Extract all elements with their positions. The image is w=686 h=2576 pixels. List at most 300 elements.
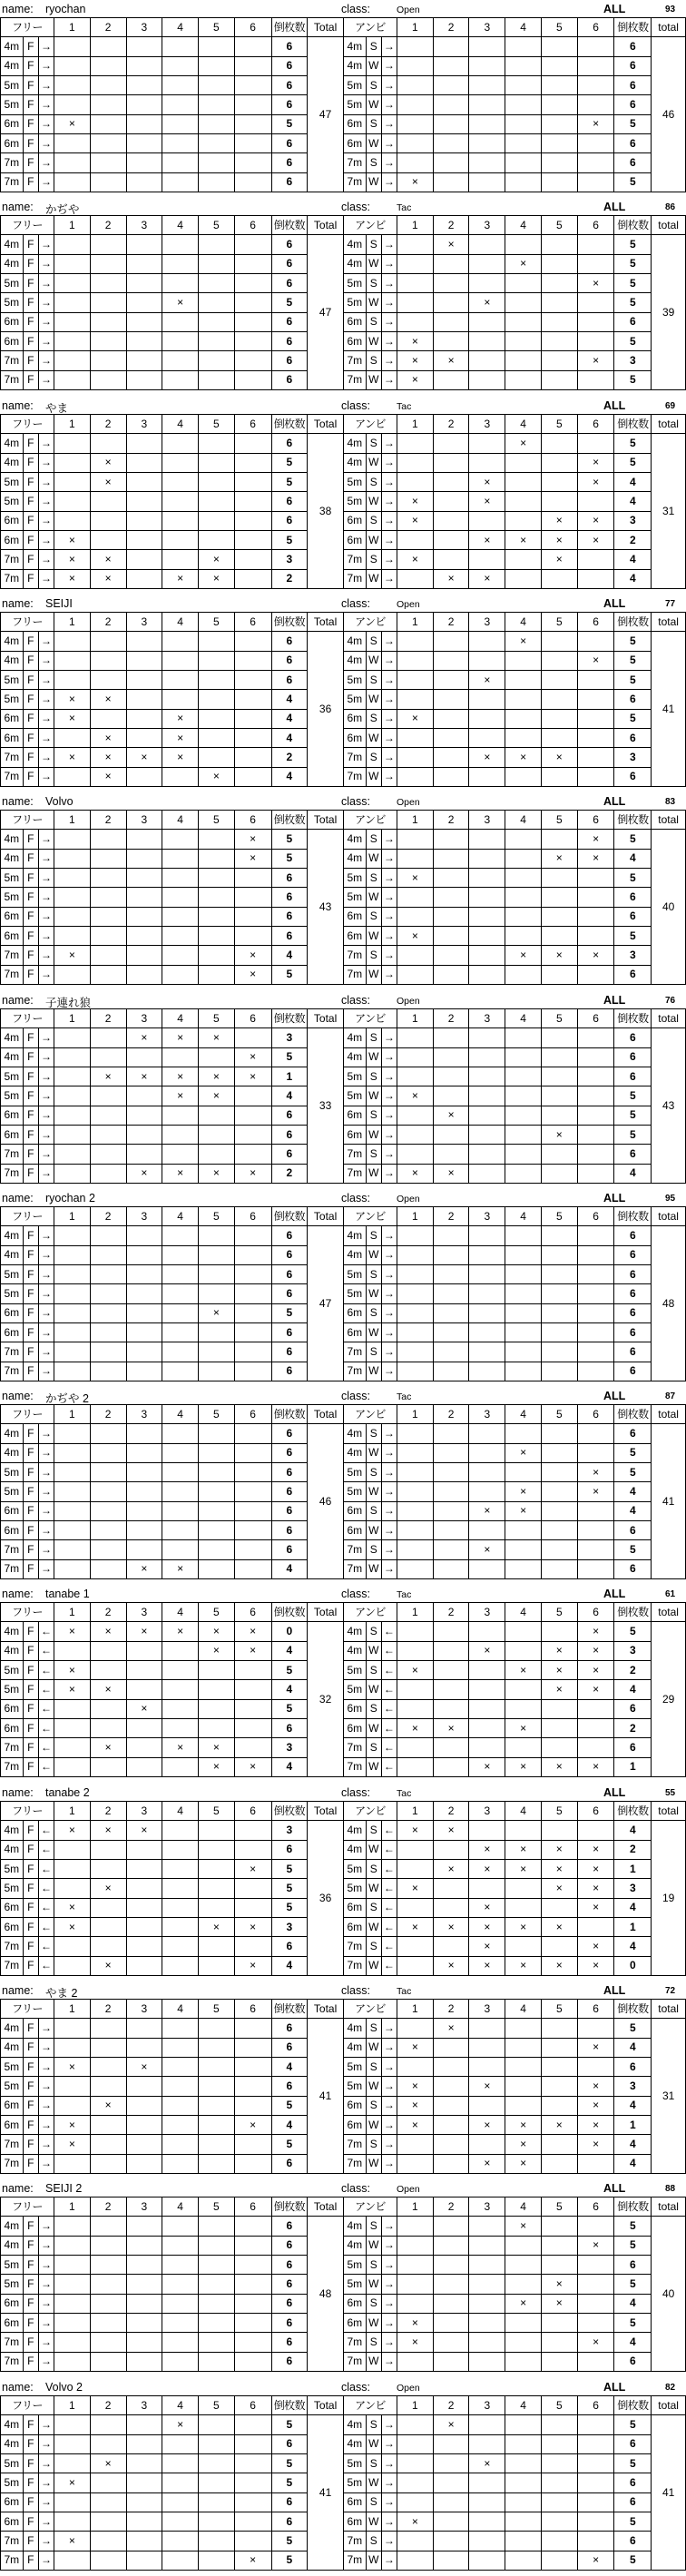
- miss-mark-cell: [198, 1660, 234, 1679]
- count-cell: 6: [271, 95, 308, 114]
- miss-mark-cell: [234, 2294, 271, 2313]
- miss-mark-cell: [469, 1164, 505, 1183]
- miss-mark-cell: [505, 1362, 542, 1381]
- class-value: Tac: [397, 1589, 412, 1600]
- distance-cell: 7m: [1, 1540, 24, 1559]
- miss-mark-cell: [505, 351, 542, 370]
- miss-mark-cell: [505, 1106, 542, 1125]
- distance-cell: 7m: [1, 1342, 24, 1362]
- arrow-cell: →: [381, 2473, 397, 2492]
- mode-cell: F: [23, 273, 38, 292]
- count-header: 倒枚数: [271, 1603, 308, 1622]
- shot-number-header: 3: [469, 613, 505, 632]
- miss-mark-cell: [162, 1264, 199, 1283]
- count-cell: 6: [271, 1520, 308, 1539]
- mode-cell: S: [366, 709, 381, 728]
- miss-mark-cell: [577, 1699, 614, 1718]
- count-cell: 4: [271, 946, 308, 965]
- miss-mark-cell: [126, 56, 162, 75]
- score-row: [1, 926, 686, 945]
- arrow-cell: ←: [38, 1898, 54, 1917]
- miss-mark-cell: [505, 1086, 542, 1106]
- distance-cell: 7m: [1, 1956, 24, 1975]
- score-row: [1, 2512, 686, 2531]
- miss-mark-cell: [541, 254, 577, 273]
- miss-mark-cell: [90, 1501, 126, 1520]
- miss-mark-cell: ×: [469, 1840, 505, 1859]
- miss-mark-cell: ×: [505, 1501, 542, 1520]
- miss-mark-cell: ×: [234, 1859, 271, 1878]
- miss-mark-cell: [90, 1937, 126, 1956]
- miss-mark-cell: [162, 1641, 199, 1660]
- miss-mark-cell: [126, 1106, 162, 1125]
- miss-mark-cell: [162, 434, 199, 453]
- miss-mark-cell: [469, 690, 505, 709]
- miss-mark-cell: ×: [126, 1067, 162, 1086]
- distance-cell: 5m: [343, 1482, 366, 1501]
- score-row: [1, 2492, 686, 2512]
- arrow-cell: →: [38, 1245, 54, 1264]
- class-value: Open: [397, 599, 420, 610]
- miss-mark-cell: ×: [90, 2453, 126, 2473]
- count-cell: 6: [614, 1264, 652, 1283]
- shot-number-header: 2: [90, 1603, 126, 1622]
- miss-mark-cell: [54, 1424, 91, 1443]
- miss-mark-cell: [541, 2057, 577, 2076]
- score-row: [1, 1164, 686, 1183]
- shot-number-header: 4: [505, 216, 542, 235]
- miss-mark-cell: [397, 2473, 434, 2492]
- count-cell: 6: [271, 56, 308, 75]
- class-label: class:: [341, 1390, 370, 1402]
- miss-mark-cell: ×: [397, 1718, 434, 1737]
- miss-mark-cell: [198, 351, 234, 370]
- count-header: 倒枚数: [271, 1207, 308, 1226]
- grand-total-score: 77: [665, 599, 676, 609]
- miss-mark-cell: [541, 114, 577, 133]
- miss-mark-cell: [162, 1757, 199, 1776]
- mode-cell: F: [23, 632, 38, 651]
- arrow-cell: →: [381, 1164, 397, 1183]
- miss-mark-cell: [162, 2512, 199, 2531]
- count-cell: 4: [271, 1757, 308, 1776]
- player-name: かぢや 2: [45, 1392, 89, 1405]
- miss-mark-cell: ×: [433, 2019, 469, 2038]
- shot-number-header: 6: [234, 1207, 271, 1226]
- shot-number-header: 4: [162, 216, 199, 235]
- arrow-cell: ←: [381, 1859, 397, 1878]
- miss-mark-cell: ×: [126, 1699, 162, 1718]
- mode-cell: F: [23, 1362, 38, 1381]
- arrow-cell: →: [38, 2512, 54, 2531]
- player-name: 子連れ狼: [45, 997, 92, 1009]
- count-header: 倒枚数: [614, 2396, 652, 2415]
- distance-cell: 5m: [1, 1086, 24, 1106]
- distance-cell: 5m: [1, 1462, 24, 1481]
- distance-cell: 4m: [1, 1821, 24, 1840]
- class-label: class:: [341, 399, 370, 412]
- miss-mark-cell: ×: [162, 1164, 199, 1183]
- miss-mark-cell: [577, 767, 614, 786]
- miss-mark-cell: [198, 2115, 234, 2134]
- score-table: [0, 215, 686, 390]
- miss-mark-cell: [469, 1086, 505, 1106]
- miss-mark-cell: [90, 1840, 126, 1859]
- count-cell: 3: [271, 1821, 308, 1840]
- miss-mark-cell: ×: [469, 2154, 505, 2173]
- mode-cell: W: [366, 2352, 381, 2371]
- miss-mark-cell: [198, 2057, 234, 2076]
- count-cell: 6: [271, 907, 308, 926]
- shot-number-header: 6: [577, 2396, 614, 2415]
- miss-mark-cell: [162, 926, 199, 945]
- miss-mark-cell: [397, 273, 434, 292]
- shot-number-header: 2: [90, 1207, 126, 1226]
- arrow-cell: →: [38, 2077, 54, 2096]
- arrow-cell: →: [38, 2236, 54, 2255]
- miss-mark-cell: [469, 1718, 505, 1737]
- mode-cell: W: [366, 2038, 381, 2057]
- miss-mark-cell: ×: [469, 1917, 505, 1936]
- shot-number-header: 6: [577, 1009, 614, 1028]
- miss-mark-cell: [469, 1125, 505, 1144]
- all-label: ALL: [603, 201, 626, 213]
- arrow-cell: →: [381, 2492, 397, 2512]
- miss-mark-cell: ×: [198, 1641, 234, 1660]
- mode-cell: F: [23, 1738, 38, 1757]
- distance-cell: 6m: [1, 2492, 24, 2512]
- shot-number-header: 5: [541, 1207, 577, 1226]
- count-cell: 6: [271, 2434, 308, 2453]
- miss-mark-cell: [126, 569, 162, 588]
- miss-mark-cell: [126, 2019, 162, 2038]
- miss-mark-cell: [433, 2453, 469, 2473]
- miss-mark-cell: [90, 830, 126, 849]
- sheet-header: [0, 1784, 686, 1800]
- distance-cell: 6m: [1, 1520, 24, 1539]
- miss-mark-cell: [54, 907, 91, 926]
- count-cell: 6: [271, 351, 308, 370]
- count-cell: 2: [614, 1840, 652, 1859]
- grand-total-score: 86: [665, 202, 676, 212]
- count-cell: 6: [271, 370, 308, 389]
- miss-mark-cell: [433, 2313, 469, 2332]
- miss-mark-cell: [433, 37, 469, 56]
- count-cell: 6: [271, 2154, 308, 2173]
- miss-mark-cell: ×: [162, 1028, 199, 1047]
- distance-cell: 5m: [1, 293, 24, 312]
- miss-mark-cell: [505, 1641, 542, 1660]
- miss-mark-cell: ×: [90, 690, 126, 709]
- miss-mark-cell: [433, 1264, 469, 1283]
- distance-cell: 5m: [343, 293, 366, 312]
- miss-mark-cell: [198, 1898, 234, 1917]
- shot-number-header: 1: [54, 2396, 91, 2415]
- miss-mark-cell: ×: [54, 1917, 91, 1936]
- mode-cell: F: [23, 2415, 38, 2434]
- miss-mark-cell: [577, 2473, 614, 2492]
- miss-mark-cell: [469, 1226, 505, 1245]
- miss-mark-cell: [54, 1284, 91, 1303]
- mode-cell: W: [366, 530, 381, 549]
- miss-mark-cell: [541, 56, 577, 75]
- miss-mark-cell: [577, 1028, 614, 1047]
- miss-mark-cell: [90, 172, 126, 192]
- miss-mark-cell: [162, 2115, 199, 2134]
- miss-mark-cell: [54, 453, 91, 472]
- miss-mark-cell: [541, 888, 577, 907]
- distance-cell: 7m: [343, 370, 366, 389]
- mode-cell: F: [23, 728, 38, 747]
- miss-mark-cell: [469, 1738, 505, 1757]
- arrow-cell: →: [381, 1362, 397, 1381]
- distance-cell: 7m: [343, 1956, 366, 1975]
- miss-mark-cell: [162, 2313, 199, 2332]
- miss-mark-cell: [126, 1956, 162, 1975]
- miss-mark-cell: [469, 2236, 505, 2255]
- distance-cell: 4m: [343, 1443, 366, 1462]
- shot-number-header: 2: [90, 2000, 126, 2019]
- miss-mark-cell: [198, 1840, 234, 1859]
- sheet-header: [0, 1189, 686, 1205]
- miss-mark-cell: [397, 1540, 434, 1559]
- miss-mark-cell: [433, 472, 469, 491]
- miss-mark-cell: [54, 1362, 91, 1381]
- count-cell: 5: [614, 293, 652, 312]
- miss-mark-cell: [541, 1482, 577, 1501]
- miss-mark-cell: [162, 1106, 199, 1125]
- miss-mark-cell: [469, 2473, 505, 2492]
- arrow-cell: →: [381, 2096, 397, 2115]
- miss-mark-cell: [397, 2217, 434, 2236]
- arrow-cell: ←: [38, 1821, 54, 1840]
- shot-number-header: 4: [505, 1603, 542, 1622]
- miss-mark-cell: ×: [397, 1917, 434, 1936]
- mode-cell: F: [23, 1067, 38, 1086]
- distance-cell: 5m: [343, 1264, 366, 1283]
- total-header: Total: [308, 1207, 344, 1226]
- total-header: Total: [308, 2396, 344, 2415]
- miss-mark-cell: ×: [433, 569, 469, 588]
- miss-mark-cell: [577, 492, 614, 511]
- mode-cell: F: [23, 492, 38, 511]
- miss-mark-cell: [234, 2492, 271, 2512]
- miss-mark-cell: [505, 690, 542, 709]
- miss-mark-cell: [577, 888, 614, 907]
- distance-cell: 7m: [1, 370, 24, 389]
- miss-mark-cell: ×: [397, 926, 434, 945]
- miss-mark-cell: [541, 868, 577, 887]
- miss-mark-cell: [126, 728, 162, 747]
- miss-mark-cell: ×: [469, 569, 505, 588]
- left-total-cell: 33: [308, 1028, 344, 1184]
- shot-number-header: 1: [397, 18, 434, 37]
- miss-mark-cell: [505, 1559, 542, 1578]
- arrow-cell: →: [381, 1482, 397, 1501]
- score-table: [0, 1801, 686, 1976]
- count-cell: 6: [271, 1264, 308, 1283]
- arrow-cell: →: [38, 133, 54, 152]
- miss-mark-cell: [198, 849, 234, 868]
- miss-mark-cell: [505, 2415, 542, 2434]
- shot-number-header: 3: [126, 216, 162, 235]
- miss-mark-cell: [541, 351, 577, 370]
- mode-cell: W: [366, 2473, 381, 2492]
- mode-cell: S: [366, 2333, 381, 2352]
- miss-mark-cell: [54, 1540, 91, 1559]
- distance-cell: 7m: [343, 153, 366, 172]
- shot-number-header: 2: [90, 811, 126, 830]
- mode-cell: F: [23, 1641, 38, 1660]
- shot-number-header: 1: [54, 1405, 91, 1424]
- score-table: [0, 1206, 686, 1381]
- total-header: total: [652, 1603, 686, 1622]
- miss-mark-cell: ×: [577, 946, 614, 965]
- arrow-cell: →: [381, 114, 397, 133]
- miss-mark-cell: [505, 1028, 542, 1047]
- right-total-cell: 46: [652, 37, 686, 192]
- miss-mark-cell: ×: [90, 748, 126, 767]
- count-cell: 6: [271, 2236, 308, 2255]
- count-cell: 4: [271, 690, 308, 709]
- score-row: [1, 1424, 686, 1443]
- shot-number-header: 6: [577, 1405, 614, 1424]
- mode-cell: S: [366, 2217, 381, 2236]
- miss-mark-cell: [90, 273, 126, 292]
- miss-mark-cell: [433, 1738, 469, 1757]
- distance-cell: 4m: [343, 254, 366, 273]
- count-header: 倒枚数: [614, 1603, 652, 1622]
- class-value: Tac: [397, 1788, 412, 1799]
- miss-mark-cell: [433, 907, 469, 926]
- shot-number-header: 6: [234, 1603, 271, 1622]
- miss-mark-cell: [126, 114, 162, 133]
- miss-mark-cell: [54, 1641, 91, 1660]
- miss-mark-cell: [90, 2255, 126, 2274]
- distance-cell: 4m: [1, 1245, 24, 1264]
- miss-mark-cell: [541, 2352, 577, 2371]
- miss-mark-cell: [433, 2294, 469, 2313]
- miss-mark-cell: ×: [469, 492, 505, 511]
- miss-mark-cell: [433, 1067, 469, 1086]
- miss-mark-cell: [577, 2255, 614, 2274]
- arrow-cell: ←: [381, 1660, 397, 1679]
- miss-mark-cell: [126, 1303, 162, 1322]
- miss-mark-cell: [505, 2492, 542, 2512]
- shot-number-header: 6: [234, 2396, 271, 2415]
- miss-mark-cell: [90, 670, 126, 689]
- count-cell: 3: [614, 2077, 652, 2096]
- miss-mark-cell: [198, 946, 234, 965]
- miss-mark-cell: ×: [469, 1641, 505, 1660]
- miss-mark-cell: ×: [54, 114, 91, 133]
- miss-mark-cell: [126, 1145, 162, 1164]
- count-cell: 5: [614, 2415, 652, 2434]
- arrow-cell: →: [381, 2532, 397, 2551]
- mode-cell: W: [366, 254, 381, 273]
- shot-number-header: 1: [397, 1405, 434, 1424]
- count-cell: 6: [614, 312, 652, 331]
- miss-mark-cell: [54, 1106, 91, 1125]
- miss-mark-cell: ×: [234, 1641, 271, 1660]
- count-cell: 6: [614, 1322, 652, 1342]
- arrow-cell: →: [381, 748, 397, 767]
- header-row: [1, 2000, 686, 2019]
- miss-mark-cell: [198, 2434, 234, 2453]
- right-total-cell: 41: [652, 2415, 686, 2571]
- count-cell: 4: [614, 1482, 652, 1501]
- count-cell: 6: [614, 1342, 652, 1362]
- count-cell: 6: [271, 434, 308, 453]
- arrow-cell: ←: [381, 1622, 397, 1641]
- miss-mark-cell: ×: [397, 550, 434, 569]
- total-header: total: [652, 811, 686, 830]
- miss-mark-cell: ×: [541, 748, 577, 767]
- shot-number-header: 6: [234, 1405, 271, 1424]
- miss-mark-cell: ×: [541, 1125, 577, 1144]
- miss-mark-cell: [541, 2154, 577, 2173]
- distance-cell: 4m: [343, 1245, 366, 1264]
- miss-mark-cell: ×: [577, 2115, 614, 2134]
- mode-cell: S: [366, 830, 381, 849]
- miss-mark-cell: [397, 235, 434, 254]
- arrow-cell: ←: [381, 1699, 397, 1718]
- miss-mark-cell: [198, 1540, 234, 1559]
- miss-mark-cell: ×: [90, 550, 126, 569]
- miss-mark-cell: ×: [234, 849, 271, 868]
- miss-mark-cell: ×: [162, 709, 199, 728]
- count-cell: 6: [271, 1106, 308, 1125]
- miss-mark-cell: ×: [54, 2473, 91, 2492]
- arrow-cell: →: [38, 351, 54, 370]
- miss-mark-cell: [126, 2492, 162, 2512]
- shot-number-header: 5: [541, 18, 577, 37]
- miss-mark-cell: ×: [469, 1501, 505, 1520]
- miss-mark-cell: [162, 254, 199, 273]
- miss-mark-cell: [541, 235, 577, 254]
- arrow-cell: →: [381, 312, 397, 331]
- miss-mark-cell: [54, 1879, 91, 1898]
- count-cell: 5: [271, 453, 308, 472]
- miss-mark-cell: [162, 133, 199, 152]
- mode-cell: F: [23, 1028, 38, 1047]
- miss-mark-cell: [90, 312, 126, 331]
- miss-mark-cell: [541, 1303, 577, 1322]
- count-header: 倒枚数: [614, 1405, 652, 1424]
- mode-cell: F: [23, 312, 38, 331]
- miss-mark-cell: [234, 235, 271, 254]
- miss-mark-cell: [126, 511, 162, 530]
- miss-mark-cell: [433, 868, 469, 887]
- total-header: Total: [308, 2197, 344, 2217]
- miss-mark-cell: [397, 472, 434, 491]
- mode-cell: W: [366, 1680, 381, 1699]
- miss-mark-cell: [126, 1660, 162, 1679]
- miss-mark-cell: [469, 2019, 505, 2038]
- count-cell: 5: [271, 849, 308, 868]
- score-row: [1, 472, 686, 491]
- miss-mark-cell: [162, 1303, 199, 1322]
- miss-mark-cell: [54, 1559, 91, 1578]
- count-cell: 1: [614, 1859, 652, 1878]
- mode-cell: F: [23, 2512, 38, 2531]
- miss-mark-cell: [469, 2434, 505, 2453]
- count-cell: 6: [271, 1284, 308, 1303]
- miss-mark-cell: [397, 1145, 434, 1164]
- score-row: [1, 1898, 686, 1917]
- miss-mark-cell: ×: [397, 351, 434, 370]
- miss-mark-cell: [397, 1226, 434, 1245]
